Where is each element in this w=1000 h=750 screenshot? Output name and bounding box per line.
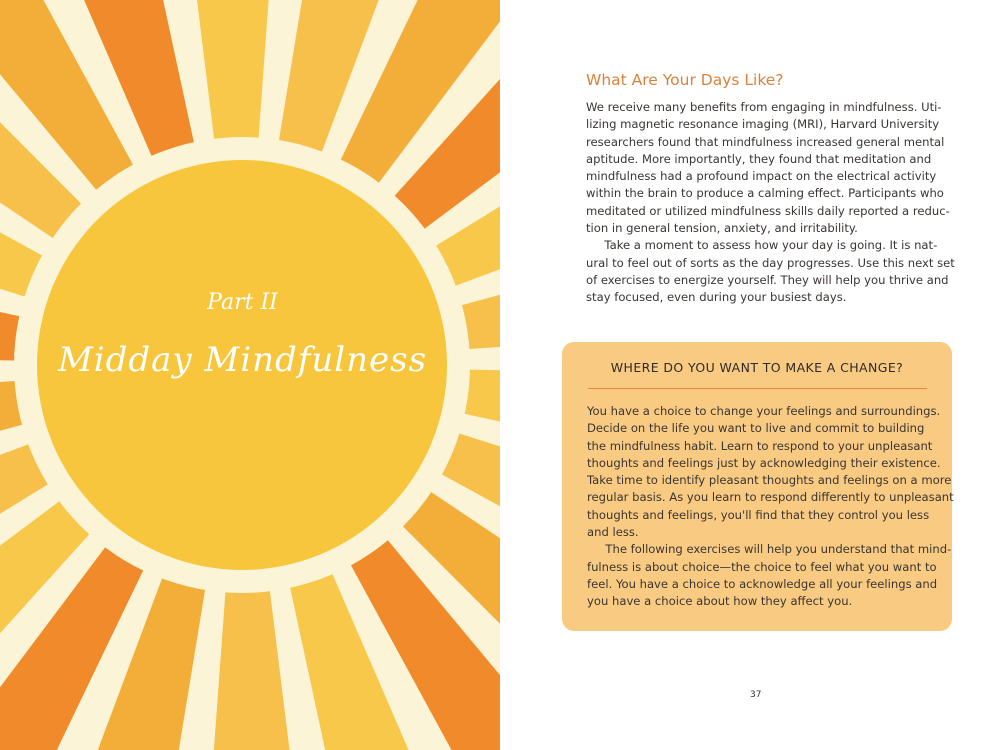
text-line: meditated or utilized mindfulness skills daily reported a reduc-	[586, 203, 950, 218]
text-line: tion in general tension, anxiety, and irritability.	[586, 221, 858, 236]
callout-divider	[588, 388, 927, 389]
text-line: thoughts and feelings just by acknowledging their existence.	[587, 455, 941, 470]
text-line: aptitude. More importantly, they found that meditation and	[586, 151, 932, 166]
text-line: lizing magnetic resonance imaging (MRI), Harvard University	[586, 117, 940, 132]
text-line: stay focused, even during your busiest days.	[586, 290, 847, 305]
text-line: mindfulness had a profound impact on the electrical activity	[586, 169, 937, 184]
text-line: Take a moment to assess how your day is going. It is nat-	[586, 238, 938, 253]
text-line: you have a choice about how they affect you.	[587, 594, 853, 609]
text-line: feel. You have a choice to acknowledge all your feelings and	[587, 576, 938, 591]
callout-title: WHERE DO YOU WANT TO MAKE A CHANGE?	[610, 360, 904, 375]
text-line: fulness is about choice—the choice to feel what you want to	[587, 559, 937, 574]
section-heading: What Are Your Days Like?	[586, 71, 784, 89]
text-line: regular basis. As you learn to respond differently to unpleasant	[587, 490, 954, 505]
callout-box	[562, 342, 952, 631]
part-label: Part II	[207, 290, 278, 315]
text-line: We receive many benefits from engaging in mindfulness. Uti-	[586, 100, 942, 114]
text-line: and less.	[587, 525, 639, 540]
part-title: Midday Mindfulness	[57, 340, 428, 380]
text-line: of exercises to energize yourself. They will help you thrive and	[586, 272, 949, 287]
text-line: You have a choice to change your feelings and surroundings.	[587, 404, 941, 418]
text-line: ural to feel out of sorts as the day progresses. Use this next set	[586, 255, 955, 270]
text-line: within the brain to produce a calming effect. Participants who	[586, 186, 944, 201]
text-line: thoughts and feelings, you'll find that they control you less	[587, 507, 930, 522]
text-line: the mindfulness habit. Learn to respond to your unpleasant	[587, 438, 933, 453]
text-line: The following exercises will help you understand that mind-	[587, 542, 952, 557]
text-line: Take time to identify pleasant thoughts and feelings on a more	[587, 473, 952, 488]
text-line: Decide on the life you want to live and commit to building	[587, 421, 925, 436]
callout-text	[587, 403, 954, 611]
page-number: 37	[750, 690, 762, 700]
right-page	[500, 0, 1000, 750]
intro-text	[586, 99, 955, 307]
text-line: researchers found that mindfulness increased general mental	[586, 134, 945, 149]
